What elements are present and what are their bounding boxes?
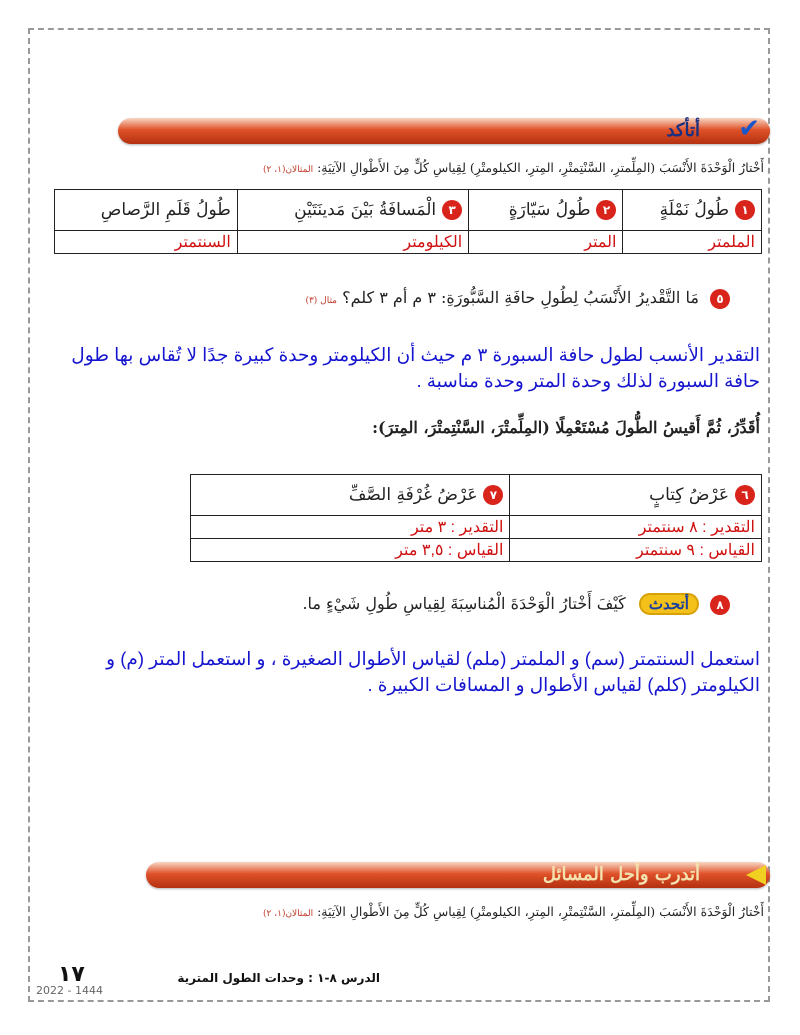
checkmark-icon: ✔ [738, 114, 760, 144]
estimate-cell: التقدير : ٨ سنتمتر [510, 516, 762, 539]
section-title: أتدرب وأحل المسائل [542, 864, 700, 885]
example-ref: المثالان(١، ٢) [262, 909, 314, 919]
number-badge: ٦ [735, 485, 755, 505]
answer-cell: السنتمتر [55, 231, 238, 254]
question-8: ٨ أتحدث كَيْفَ أَخْتارُ الْوَحْدَةَ الْمُناسِبَةَ لِقِياسِ طُولِ شَيْءٍ ما. [302, 593, 730, 615]
measure-cell: القياس : ٩ سنتمتر [510, 539, 762, 562]
answer-8: استعمل السنتمتر (سم) و الملمتر (ملم) لقياس الأطوال الصغيرة ، و استعمل المتر (م) و الكيلومتر (كلم) لقياس الأطوال و المسافات الكبيرة . [106, 648, 760, 695]
table-cell: ٦عَرْضُ كِتابٍ [510, 475, 762, 516]
example-ref: مثال (٣) [305, 296, 337, 306]
units-table [54, 189, 762, 254]
number-badge: ٧ [483, 485, 503, 505]
year-label: 2022 - 1444 [36, 984, 103, 997]
lesson-footer: الدرس ٨-١ : وحدات الطول المترية [177, 971, 380, 985]
estimate-cell: التقدير : ٣ متر [191, 516, 510, 539]
instruction-choose-unit: أَخْتارُ الْوَحْدَةَ الأَنْسَبَ (المِلِّمترِ، السَّنْتِمتْرِ، المِترِ، الكيلومتْرِ) لِقِياسِ كُلٍّ مِنَ الأَطْوالِ الآتِيَةِ: المثالان(١، ٢) [262, 160, 764, 175]
discuss-badge: أتحدث [639, 593, 699, 615]
arrow-icon [746, 865, 766, 885]
section-title: أتأكد [666, 120, 700, 141]
instruction-estimate-measure: أُقَدِّرُ، ثُمَّ أَقيسُ الطُّولَ مُسْتَعْمِلًا (المِلِّمتْرَ، السَّنْتِمتْرَ، المِترَ): [372, 418, 760, 437]
table-cell: ٢طُولُ سَيّارَةٍ [469, 190, 623, 231]
number-badge: ٥ [710, 289, 730, 309]
number-badge: ٣ [442, 200, 462, 220]
section-banner-check [118, 114, 770, 144]
measure-cell: القياس : ٣,٥ متر [191, 539, 510, 562]
table-cell: ١طُولُ نَمْلَةٍ [623, 190, 762, 231]
page-number: ١٧ [58, 962, 85, 987]
measure-table [190, 474, 762, 562]
instruction-choose-unit: أَخْتارُ الْوَحْدَةَ الأَنْسَبَ (المِلِّمترِ، السَّنْتِمتْرِ، المِترِ، الكيلومتْرِ) لِقِياسِ كُلٍّ مِنَ الأَطْوالِ الآتِيَةِ: المثالان(١، ٢) [262, 904, 764, 919]
answer-cell: الكيلومتر [237, 231, 468, 254]
table-cell: طُولُ قَلَمِ الرَّصاصِ [55, 190, 238, 231]
question-5: ٥ مَا التَّقْديرُ الأَنْسَبُ لِطُولِ حافَةِ السَّبُّورَةِ: ٣ م أم ٣ كلم؟ مثال (٣) [305, 288, 730, 309]
number-badge: ٨ [710, 595, 730, 615]
answer-cell: المتر [469, 231, 623, 254]
table-cell: ٧عَرْضُ غُرْفَةِ الصَّفِّ [191, 475, 510, 516]
number-badge: ١ [735, 200, 755, 220]
answer-5: التقدير الأنسب لطول حافة السبورة ٣ م حيث أن الكيلومتر وحدة كبيرة جدًا لا تُقاس بها طول حافة السبورة لذلك وحدة المتر وحدة مناسبة . [71, 344, 760, 391]
table-cell: ٣الْمَسافَةُ بَيْنَ مَدينَتَيْنِ [237, 190, 468, 231]
section-banner-practice [146, 862, 770, 888]
answer-cell: الملمتر [623, 231, 762, 254]
example-ref: المثالان(١، ٢) [262, 165, 314, 175]
number-badge: ٢ [596, 200, 616, 220]
